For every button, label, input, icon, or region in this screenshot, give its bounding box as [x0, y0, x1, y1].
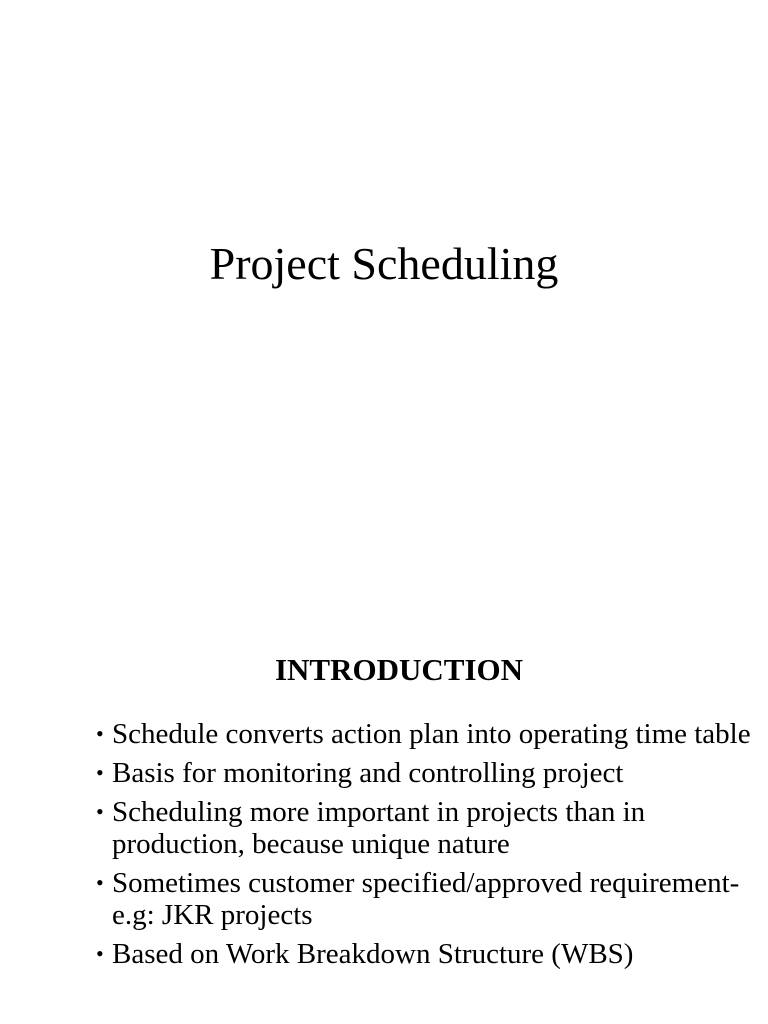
bullet-text: Scheduling more important in projects than in production, because unique nature [112, 796, 646, 860]
bullet-item [96, 718, 756, 750]
bullet-dot-icon: • [96, 870, 104, 895]
bullet-text: Based on Work Breakdown Structure (WBS) [112, 938, 634, 970]
bullet-dot-icon: • [96, 941, 104, 966]
bullet-item [96, 757, 756, 789]
bullet-text: Basis for monitoring and controlling project [112, 757, 624, 789]
bullet-dot-icon: • [96, 799, 104, 824]
bullet-text: Schedule converts action plan into operating time table [112, 718, 751, 750]
bullet-dot-icon: • [96, 721, 104, 746]
bullet-item [96, 796, 756, 860]
bullet-dot-icon: • [96, 760, 104, 785]
bullet-item [96, 938, 756, 970]
slide-title: Project Scheduling [209, 238, 559, 289]
section-heading: INTRODUCTION [274, 652, 524, 687]
bullet-text: Sometimes customer specified/approved requirement-e.g: JKR projects [112, 867, 740, 931]
bullet-item [96, 867, 756, 931]
bullet-list [96, 718, 756, 977]
